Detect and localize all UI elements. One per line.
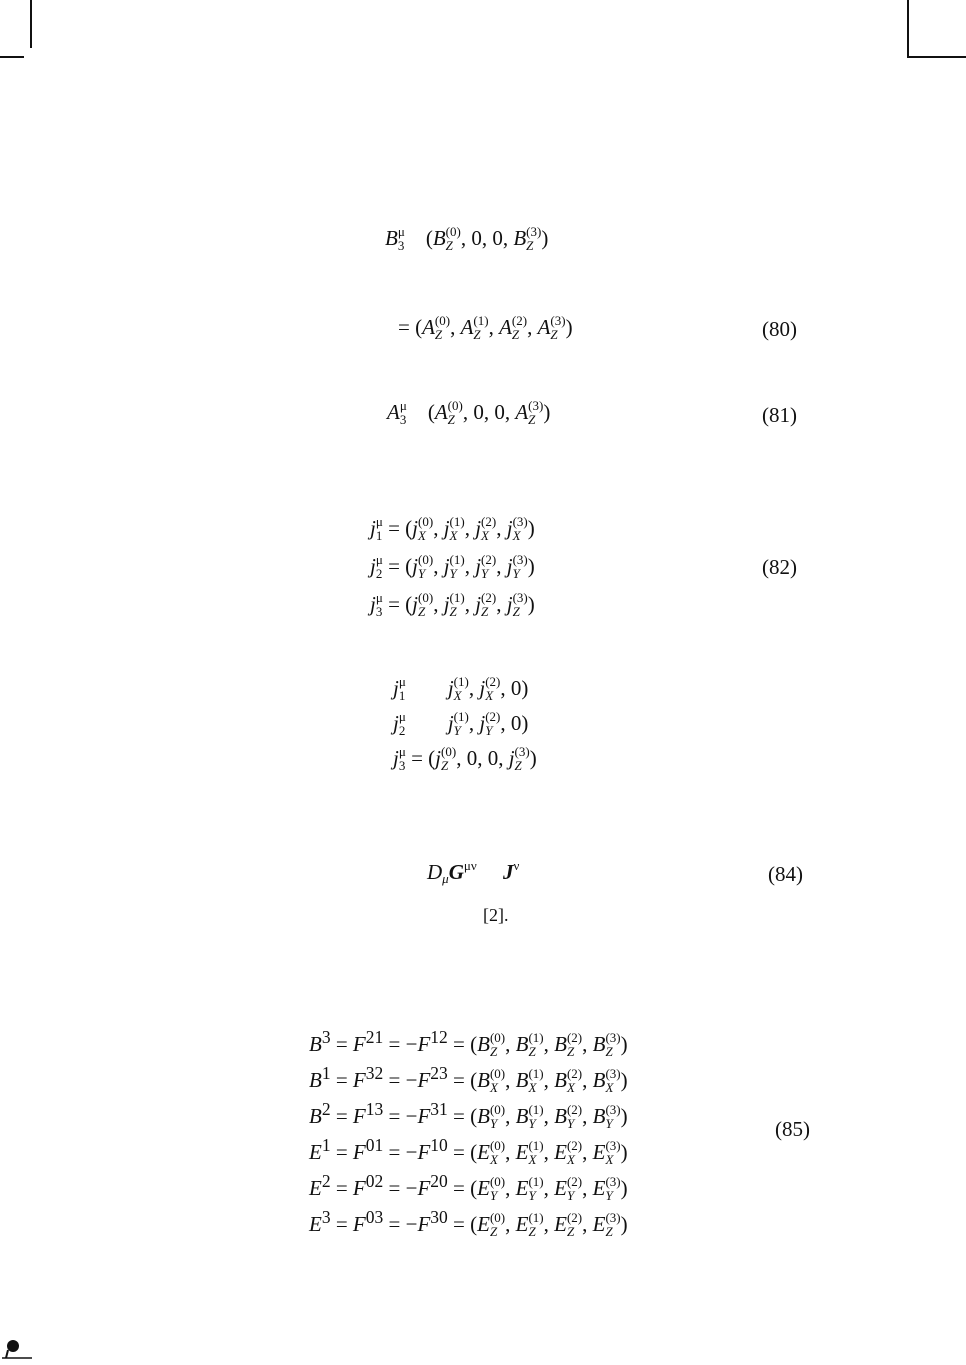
equation-number-85: (85) bbox=[775, 1117, 810, 1141]
equation-83-row-1: j μ 1 j (1) X , j (2) X , 0) bbox=[393, 674, 529, 703]
equation-number-81: (81) bbox=[762, 403, 797, 427]
equation-85-row-6: $E^3 = F^{03} = -F^{30} = (E$ (0) Z , E (1) Z , E (2) Z , E (3) Z ) bbox=[309, 1207, 628, 1239]
ink-blot-mark bbox=[2, 1336, 32, 1360]
equation-85-row-2: $B^1 = F^{32} = -F^{23} = (B$ (0) X , B (1) X , B (2) X , B (3) X ) bbox=[309, 1063, 628, 1095]
equation-83-row-3: j μ 3 = (j (0) Z , 0, 0, j (3) Z ) bbox=[393, 744, 537, 773]
citation-reference: [2]. bbox=[483, 905, 509, 925]
equation-82-row-2: j μ 2 = (j (0) Y , j (1) Y , j (2) Y , j (3) Y ) bbox=[370, 552, 535, 581]
equation-85-row-4: $E^1 = F^{01} = -F^{10} = (E$ (0) X , E (1) X , E (2) X , E (3) X ) bbox=[309, 1135, 628, 1167]
equation-84: D μ G μν J ν bbox=[427, 858, 520, 886]
equation-83-row-2: j μ 2 j (1) Y , j (2) Y , 0) bbox=[393, 709, 529, 738]
crop-mark-top-left-vertical bbox=[30, 0, 32, 48]
crop-mark-top-left-horizontal bbox=[0, 56, 24, 58]
equation-85-row-1: $B^3 = F^{21} = -F^{12} = (B$ (0) Z , B (1) Z , B (2) Z , B (3) Z ) bbox=[309, 1027, 628, 1059]
equation-85-row-3: $B^2 = F^{13} = -F^{31} = (B$ (0) Y , B (1) Y , B (2) Y , B (3) Y ) bbox=[309, 1099, 628, 1131]
equation-85-row-5: $E^2 = F^{02} = -F^{20} = (E$ (0) Y , E (1) Y , E (2) Y , E (3) Y ) bbox=[309, 1171, 628, 1203]
equation-82-row-3: j μ 3 = (j (0) Z , j (1) Z , j (2) Z , j (3) Z ) bbox=[370, 590, 535, 619]
crop-mark-top-right-vertical bbox=[907, 0, 909, 56]
equation-b3-mu: B μ 3 (B (0) Z , 0, 0, B (3) Z ) bbox=[385, 224, 549, 253]
equation-81: A μ 3 (A (0) Z , 0, 0, A (3) Z ) bbox=[387, 398, 551, 427]
equation-number-82: (82) bbox=[762, 555, 797, 579]
equation-number-84: (84) bbox=[768, 862, 803, 886]
equation-82-row-1: j μ 1 = (j (0) X , j (1) X , j (2) X , j (3) X ) bbox=[370, 514, 535, 543]
crop-mark-top-right-horizontal bbox=[907, 56, 966, 58]
equation-80: = (A (0) Z , A (1) Z , A (2) Z , A (3) Z ) bbox=[398, 313, 573, 342]
equation-number-80: (80) bbox=[762, 317, 797, 341]
